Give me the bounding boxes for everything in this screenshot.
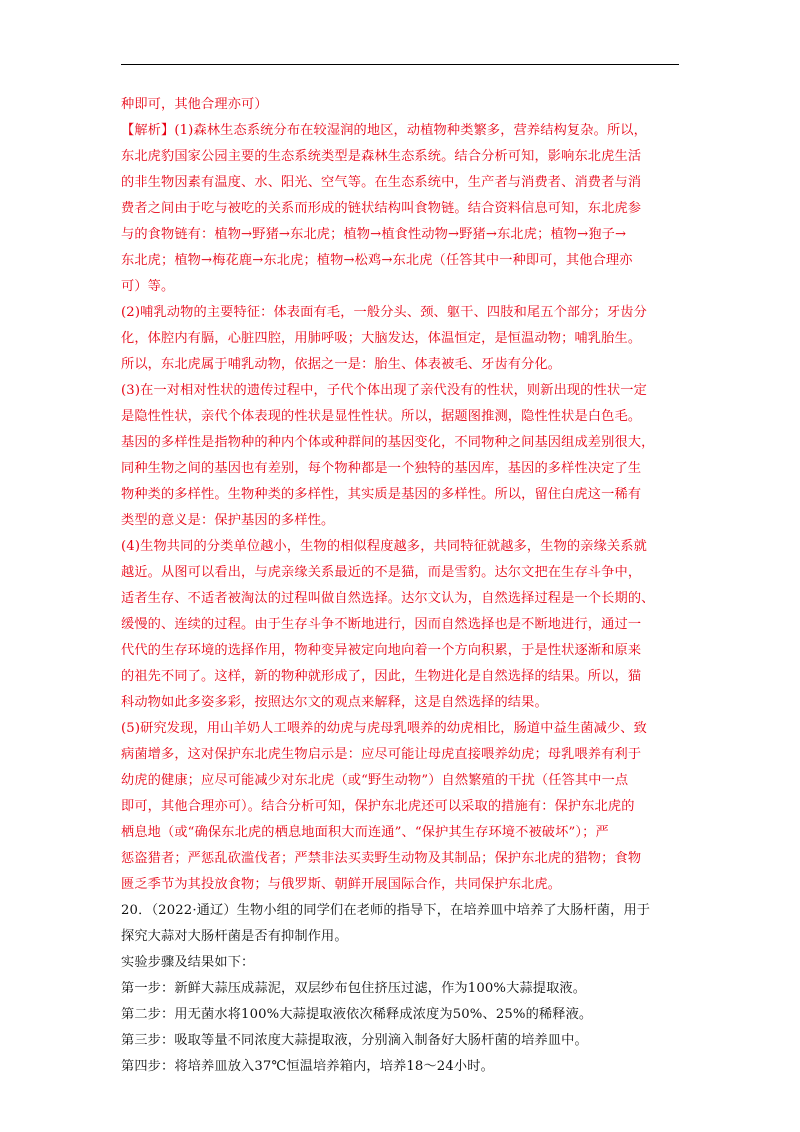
analysis-line: (2)哺乳动物的主要特征：体表面有毛，一般分头、颈、躯干、四肢和尾五个部分；牙齿分 <box>121 305 647 320</box>
analysis-line: 适者生存、不适者被淘汰的过程叫做自然选择。达尔文认为，自然选择过程是一个长期的、 <box>121 591 655 606</box>
analysis-line: 东北虎豹国家公园主要的生态系统类型是森林生态系统。结合分析可知，影响东北虎生活 <box>121 149 642 164</box>
analysis-line: 种即可，其他合理亦可） <box>121 97 268 112</box>
analysis-line: (3)在一对相对性状的遗传过程中，子代个体出现了亲代没有的性状，则新出现的性状一定 <box>121 383 647 398</box>
analysis-line: 东北虎；植物→梅花鹿→东北虎；植物→松鸡→东北虎（任答其中一种即可，其他合理亦 <box>121 253 633 268</box>
analysis-line: (5)研究发现，用山羊奶人工喂养的幼虎与虎母乳喂养的幼虎相比，肠道中益生菌减少、致 <box>121 721 647 736</box>
question-line: 第一步：新鲜大蒜压成蒜泥，双层纱布包住挤压过滤，作为100%大蒜提取液。 <box>121 981 587 996</box>
analysis-line: 越近。从图可以看出，与虎亲缘关系最近的不是猫，而是雪豹。达尔文把在生存斗争中， <box>121 565 642 580</box>
analysis-line: 是隐性性状，亲代个体表现的性状是显性性状。所以，据题图推测，隐性性状是白色毛。 <box>121 409 642 424</box>
analysis-line: 化，体腔内有膈，心脏四腔，用肺呼吸；大脑发达，体温恒定，是恒温动物；哺乳胎生。 <box>121 331 642 346</box>
analysis-line: 匮乏季节为其投放食物；与俄罗斯、朝鲜开展国际合作，共同保护东北虎。 <box>121 877 562 892</box>
question-line: 探究大蒜对大肠杆菌是否有抑制作用。 <box>121 929 348 944</box>
analysis-line: 【解析】(1)森林生态系统分布在较湿润的地区，动植物种类繁多，营养结构复杂。所以， <box>121 123 647 138</box>
analysis-line: 费者之间由于吃与被吃的关系而形成的链状结构叫食物链。结合资料信息可知，东北虎参 <box>121 201 642 216</box>
analysis-line: 类型的意义是：保护基因的多样性。 <box>121 513 335 528</box>
question-line: 实验步骤及结果如下： <box>121 955 255 970</box>
analysis-line: 所以，东北虎属于哺乳动物，依据之一是：胎生、体表被毛、牙齿有分化。 <box>121 357 562 372</box>
page-content <box>121 92 681 1080</box>
question-line: 第四步：将培养皿放入37℃恒温培养箱内，培养18～24小时。 <box>121 1059 494 1074</box>
analysis-line: 可）等。 <box>121 279 175 294</box>
analysis-line: 物种类的多样性。生物种类的多样性，其实质是基因的多样性。所以，留住白虎这一稀有 <box>121 487 642 502</box>
analysis-line: 即可，其他合理亦可）。结合分析可知，保护东北虎还可以采取的措施有：保护东北虎的 <box>121 799 635 814</box>
analysis-line: 幼虎的健康；应尽可能减少对东北虎（或“野生动物”）自然繁殖的干扰（任答其中一点 <box>121 773 629 788</box>
analysis-line: 与的食物链有：植物→野猪→东北虎；植物→植食性动物→野猪→东北虎；植物→狍子→ <box>121 227 627 242</box>
analysis-line: 栖息地（或“确保东北虎的栖息地面积大而连通”、“保护其生存环境不被破坏”）；严 <box>121 825 609 840</box>
analysis-line: 同种生物之间的基因也有差别，每个物种都是一个独特的基因库，基因的多样性决定了生 <box>121 461 642 476</box>
analysis-line: 的祖先不同了。这样，新的物种就形成了，因此，生物进化是自然选择的结果。所以，猫 <box>121 669 642 684</box>
analysis-line: 代代的生存环境的选择作用，物种变异被定向地向着一个方向积累，于是性状逐渐和原来 <box>121 643 642 658</box>
question-line: 20．（2022·通辽）生物小组的同学们在老师的指导下，在培养皿中培养了大肠杆菌，用于 <box>121 903 651 918</box>
analysis-line: (4)生物共同的分类单位越小，生物的相似程度越多，共同特征就越多，生物的亲缘关系就 <box>121 539 647 554</box>
question-line: 第二步：用无菌水将100%大蒜提取液依次稀释成浓度为50%、25%的稀释液。 <box>121 1007 593 1022</box>
question-line: 第三步：吸取等量不同浓度大蒜提取液，分别滴入制备好大肠杆菌的培养皿中。 <box>121 1033 588 1048</box>
analysis-line: 惩盗猎者；严惩乱砍滥伐者；严禁非法买卖野生动物及其制品；保护东北虎的猎物；食物 <box>121 851 642 866</box>
analysis-line: 的非生物因素有温度、水、阳光、空气等。在生态系统中，生产者与消费者、消费者与消 <box>121 175 642 190</box>
analysis-block <box>121 92 681 898</box>
question-block <box>121 898 681 1080</box>
header-rule <box>121 64 679 65</box>
analysis-line: 基因的多样性是指物种的种内个体或种群间的基因变化，不同物种之间基因组成差别很大， <box>121 435 655 450</box>
analysis-line: 科动物如此多姿多彩，按照达尔文的观点来解释，这是自然选择的结果。 <box>121 695 548 710</box>
analysis-line: 缓慢的、连续的过程。由于生存斗争不断地进行，因而自然选择也是不断地进行，通过一 <box>121 617 642 632</box>
analysis-line: 病菌增多，这对保护东北虎生物启示是：应尽可能让母虎直接喂养幼虎；母乳喂养有利于 <box>121 747 642 762</box>
